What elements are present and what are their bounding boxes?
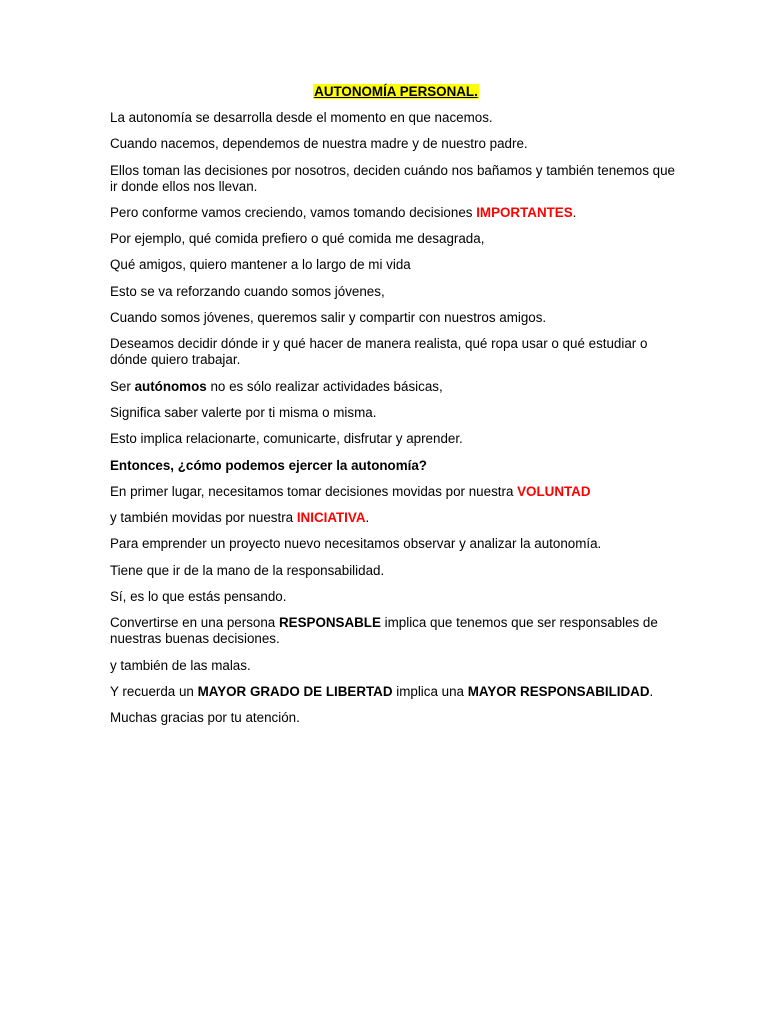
paragraph (110, 336, 682, 368)
paragraph-text: Esto implica relacionarte, comunicarte, disfrutar y aprender. (110, 431, 463, 447)
bold-text: MAYOR RESPONSABILIDAD (467, 683, 650, 699)
emphasis-red-text: VOLUNTAD (517, 483, 591, 499)
paragraph (110, 710, 682, 726)
paragraph-text: . (365, 510, 370, 526)
paragraph (110, 231, 682, 247)
paragraph (110, 615, 682, 647)
paragraph-text: implica una (392, 683, 468, 699)
paragraph-text: Para emprender un proyecto nuevo necesitamos observar y analizar la autonomía. (110, 536, 602, 552)
paragraph-text: . (649, 683, 654, 699)
paragraph (110, 684, 682, 700)
bold-text: RESPONSABLE (278, 615, 381, 631)
paragraph (110, 484, 682, 500)
paragraph (110, 589, 682, 605)
paragraph-text: Sí, es lo que estás pensando. (110, 589, 287, 605)
paragraph-text: Pero conforme vamos creciendo, vamos tomando decisiones (110, 204, 477, 220)
paragraph-text: Deseamos decidir dónde ir y qué hacer de manera realista, qué ropa usar o qué estudiar o dónde quiero trabajar. (110, 336, 648, 368)
paragraph-text: implica que tenemos que ser responsables de nuestras buenas decisiones. (110, 615, 658, 647)
paragraph (110, 257, 682, 273)
paragraph-text: Ser (110, 378, 135, 394)
paragraph-text: Y recuerda un (110, 683, 198, 699)
bold-text: MAYOR GRADO DE LIBERTAD (197, 683, 393, 699)
paragraph (110, 205, 682, 221)
paragraph-text: y también movidas por nuestra (110, 510, 297, 526)
paragraph (110, 536, 682, 552)
paragraph (110, 431, 682, 447)
paragraph-text: Tiene que ir de la mano de la responsabilidad. (110, 562, 385, 578)
document-body (110, 110, 682, 726)
emphasis-red-text: IMPORTANTES (476, 204, 573, 220)
paragraph-text: Convertirse en una persona (110, 615, 279, 631)
paragraph-text: Muchas gracias por tu atención. (110, 710, 300, 726)
paragraph (110, 658, 682, 674)
paragraph-text: Ellos toman las decisiones por nosotros, deciden cuándo nos bañamos y también tenemos que ir donde ellos nos llevan. (110, 162, 675, 194)
paragraph (110, 458, 682, 474)
bold-text: Entonces, ¿cómo podemos ejercer la autonomía? (110, 457, 427, 473)
paragraph-text: Significa saber valerte por ti misma o misma. (110, 404, 377, 420)
paragraph-text: Por ejemplo, qué comida prefiero o qué comida me desagrada, (110, 231, 485, 247)
paragraph (110, 405, 682, 421)
paragraph (110, 310, 682, 326)
paragraph-text: . (572, 204, 577, 220)
paragraph-text: Cuando nacemos, dependemos de nuestra madre y de nuestro padre. (110, 136, 528, 152)
document-page (110, 84, 682, 737)
paragraph (110, 379, 682, 395)
document-title (110, 84, 682, 100)
paragraph-text: En primer lugar, necesitamos tomar decisiones movidas por nuestra (110, 483, 518, 499)
paragraph-text: Qué amigos, quiero mantener a lo largo de mi vida (110, 257, 411, 273)
paragraph-text: y también de las malas. (110, 657, 251, 673)
emphasis-red-text: INICIATIVA (296, 510, 366, 526)
paragraph-text: Esto se va reforzando cuando somos jóvenes, (110, 283, 385, 299)
bold-text: autónomos (134, 378, 207, 394)
paragraph (110, 110, 682, 126)
paragraph (110, 163, 682, 195)
paragraph (110, 510, 682, 526)
paragraph (110, 284, 682, 300)
paragraph-text: La autonomía se desarrolla desde el momento en que nacemos. (110, 110, 493, 125)
document-title-text: AUTONOMÍA PERSONAL. (314, 84, 478, 99)
paragraph (110, 563, 682, 579)
paragraph-text: Cuando somos jóvenes, queremos salir y compartir con nuestros amigos. (110, 310, 547, 326)
paragraph (110, 136, 682, 152)
paragraph-text: no es sólo realizar actividades básicas, (206, 378, 443, 394)
